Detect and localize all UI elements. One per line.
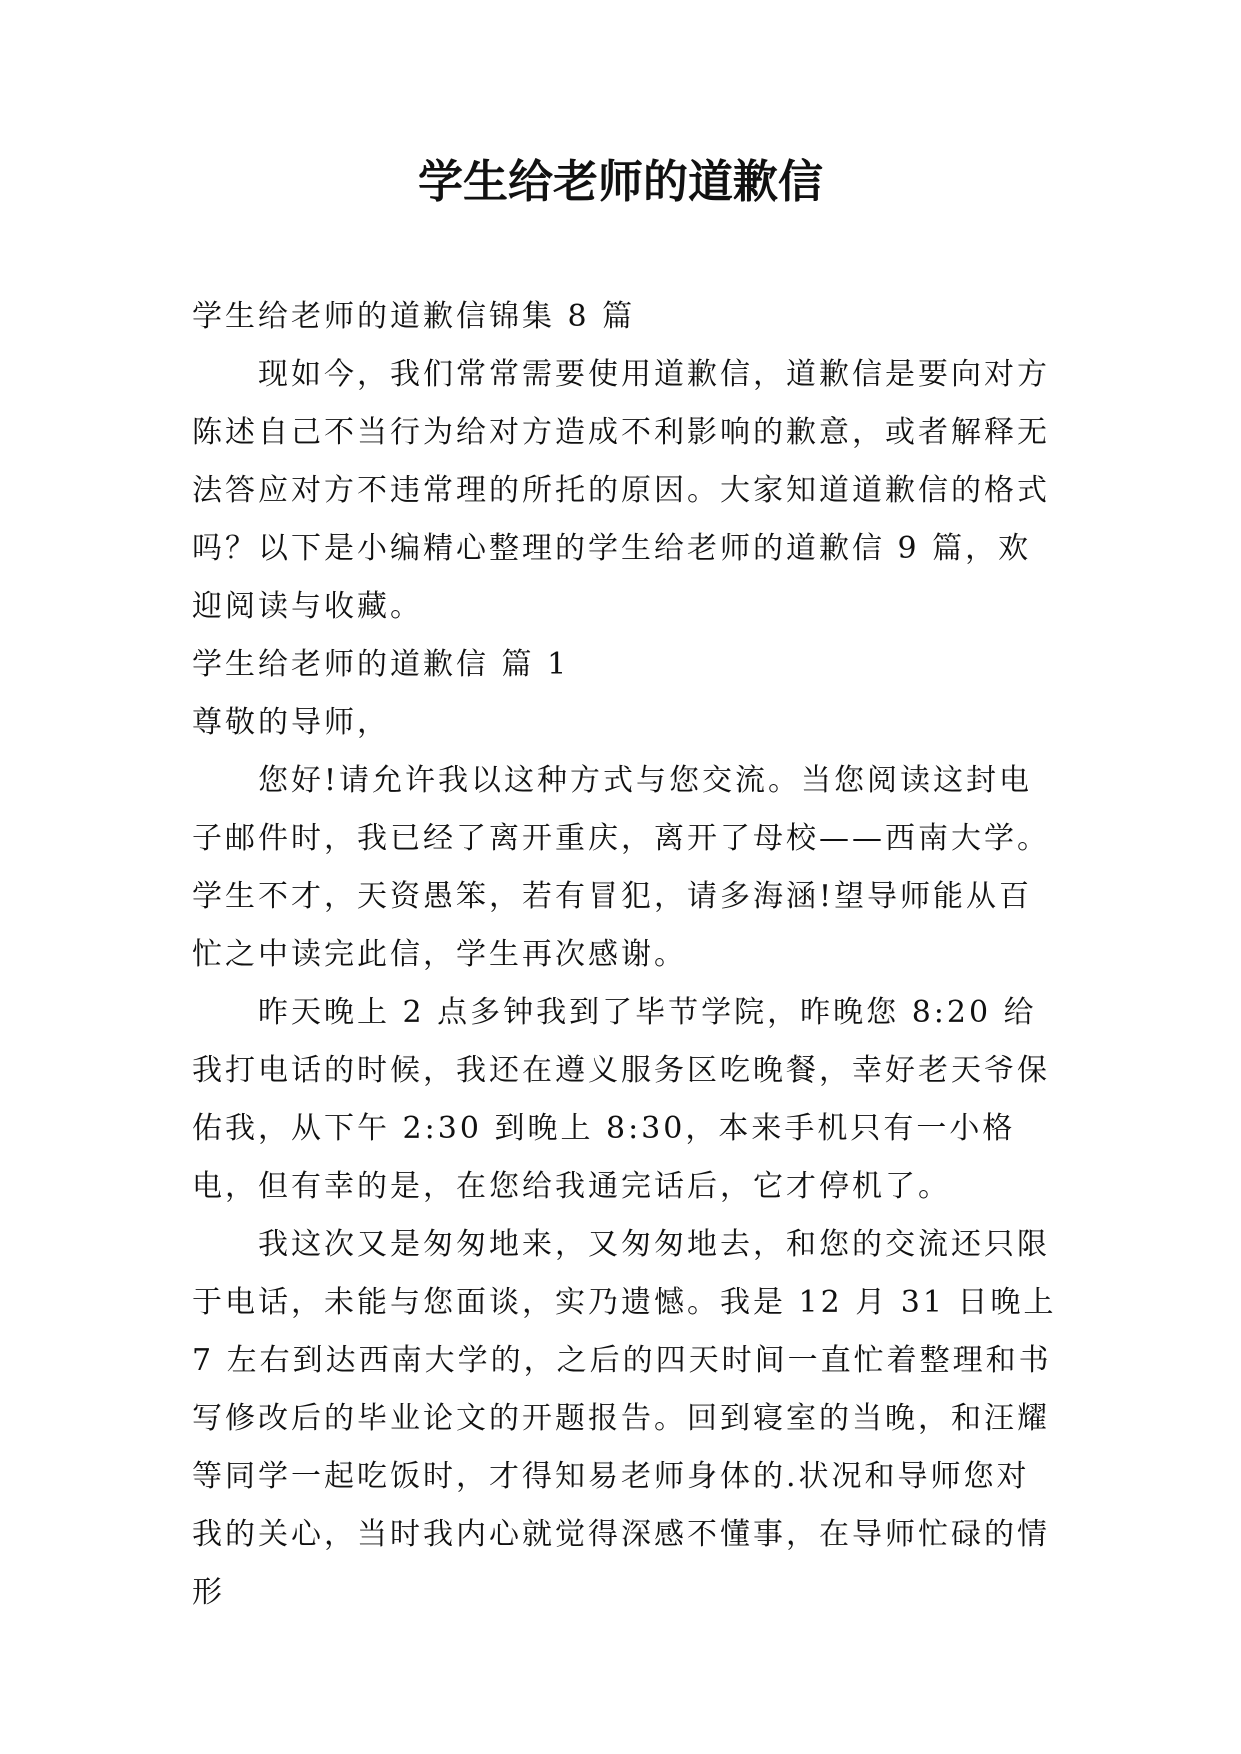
body-paragraph-3: 我这次又是匆匆地来，又匆匆地去，和您的交流还只限于电话，未能与您面谈，实乃遗憾。我是 12 月 31 日晚上 7 左右到达西南大学的，之后的四天时间一直忙着整理和书写修改后的毕业论文的开题报告。回到寝室的当晚，和汪耀等同学一起吃饭时，才得知易老师身体的.状况和导师您对我的关心，当时我内心就觉得深感不懂事，在导师忙碌的情形	[192, 1227, 1057, 1610]
body-paragraph-1: 您好!请允许我以这种方式与您交流。当您阅读这封电子邮件时，我已经了离开重庆，离开了母校——西南大学。学生不才，天资愚笨，若有冒犯，请多海涵!望导师能从百忙之中读完此信，学生再次感谢。	[192, 763, 1050, 972]
intro-paragraph: 现如今，我们常常需要使用道歉信，道歉信是要向对方陈述自己不当行为给对方造成不利影响的歉意，或者解释无法答应对方不违常理的所托的原因。大家知道道歉信的格式吗？以下是小编精心整理的学生给老师的道歉信 9 篇，欢迎阅读与收藏。	[192, 357, 1050, 624]
document-body	[192, 288, 1062, 1622]
subtitle: 学生给老师的道歉信锦集 8 篇	[192, 299, 636, 334]
section-heading: 学生给老师的道歉信 篇 1	[192, 647, 570, 682]
salutation: 尊敬的导师，	[192, 705, 390, 740]
body-paragraph-2: 昨天晚上 2 点多钟我到了毕节学院，昨晚您 8:20 给我打电话的时候，我还在遵义服务区吃晚餐，幸好老天爷保佑我，从下午 2:30 到晚上 8:30，本来手机只有一小格电，但有幸的是，在您给我通完话后，它才停机了。	[192, 995, 1050, 1204]
document-title: 学生给老师的道歉信	[417, 155, 823, 208]
